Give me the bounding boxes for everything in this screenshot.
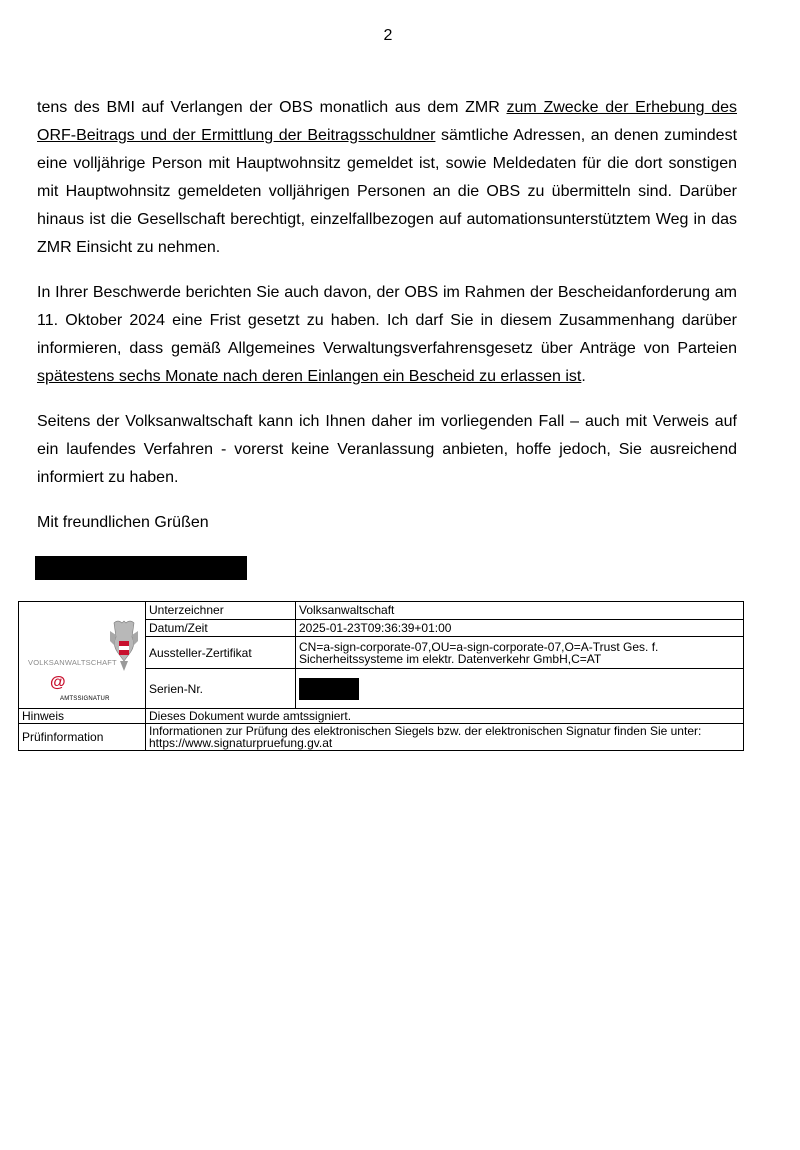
paragraph-3: Seitens der Volksanwaltschaft kann ich Ihnen daher im vorliegenden Fall – auch mit Verweis auf ein laufendes Verfahren - vorerst keine Veranlassung anbieten, hoffe jedoch, Sie ausreichend informiert zu haben. bbox=[37, 413, 737, 486]
issuer-value-line-1: CN=a-sign-corporate-07,OU=a-sign-corporate-07,O=A-Trust Ges. f. bbox=[299, 639, 659, 654]
datetime-value: 2025-01-23T09:36:39+01:00 bbox=[296, 619, 744, 637]
page-number: 2 bbox=[383, 27, 393, 44]
serial-label: Serien-Nr. bbox=[146, 669, 296, 709]
check-label: Prüfinformation bbox=[19, 724, 146, 751]
signature-row-note bbox=[19, 709, 744, 724]
redacted-serial-number bbox=[299, 678, 359, 700]
amtssignatur-text: AMTSSIGNATUR bbox=[60, 696, 110, 702]
check-value-url[interactable]: https://www.signaturpruefung.gv.at bbox=[149, 736, 333, 750]
signer-value: Volksanwaltschaft bbox=[296, 602, 744, 620]
datetime-label: Datum/Zeit bbox=[146, 619, 296, 637]
paragraph-2-text-a: In Ihrer Beschwerde berichten Sie auch davon, der OBS im Rahmen der Bescheidanforderung am 11. Oktober 2024 eine Frist gesetzt zu haben. Ich darf Sie in diesem Zusammenhang darüber informieren, dass gemäß Allgemeines Verwaltungsverfahrensgesetz über Anträge von Parteien bbox=[37, 284, 737, 357]
paragraph-2 bbox=[37, 279, 737, 391]
check-value bbox=[146, 724, 744, 751]
paragraph-2-text-b: . bbox=[581, 368, 586, 385]
at-sign-icon: @ bbox=[50, 674, 66, 691]
issuer-label: Aussteller-Zertifikat bbox=[146, 637, 296, 669]
paragraph-1-text-b: sämtliche Adressen, an denen zumindest eine volljährige Person mit Hauptwohnsitz gemeldet ist, sowie Meldedaten für die dort sonstigen mit Hauptwohnsitz gemeldeten volljährigen Personen an die OBS zu übermitteln sind. Darüber hinaus ist die Gesellschaft berechtigt, einzelfallbezogen auf automationsunterstütztem Weg in das ZMR Einsicht zu nehmen. bbox=[37, 127, 738, 256]
note-label: Hinweis bbox=[19, 709, 146, 724]
letter-body bbox=[37, 94, 737, 537]
signer-label: Unterzeichner bbox=[146, 602, 296, 620]
volksanwaltschaft-logo bbox=[22, 603, 142, 707]
redacted-signer-name bbox=[35, 556, 247, 580]
issuer-value-line-2: Sicherheitssysteme im elektr. Datenverkehr GmbH,C=AT bbox=[299, 651, 602, 666]
check-value-line-1: Informationen zur Prüfung des elektronischen Siegels bzw. der elektronischen Signatur finden Sie unter: bbox=[149, 724, 702, 738]
serial-value bbox=[296, 669, 744, 709]
issuer-value bbox=[296, 637, 744, 669]
closing-greeting: Mit freundlichen Grüßen bbox=[37, 514, 209, 531]
paragraph-1 bbox=[37, 94, 737, 262]
paragraph-1-text-a: tens des BMI auf Verlangen der OBS monatlich aus dem ZMR bbox=[37, 99, 507, 116]
signature-block bbox=[18, 601, 744, 751]
note-value: Dieses Dokument wurde amtssigniert. bbox=[146, 709, 744, 724]
paragraph-1-underlined: zum Zwecke der Erhebung des ORF-Beitrags und der Ermittlung der Beitragsschuldner bbox=[37, 99, 737, 144]
paragraph-2-underlined: spätestens sechs Monate nach deren Einlangen ein Bescheid zu erlassen ist bbox=[37, 368, 582, 385]
volksanwaltschaft-logo-text: VOLKSANWALTSCHAFT bbox=[28, 658, 117, 667]
signature-row-check bbox=[19, 724, 744, 751]
signature-logo-cell bbox=[19, 602, 146, 709]
signature-row-signer bbox=[19, 602, 744, 620]
